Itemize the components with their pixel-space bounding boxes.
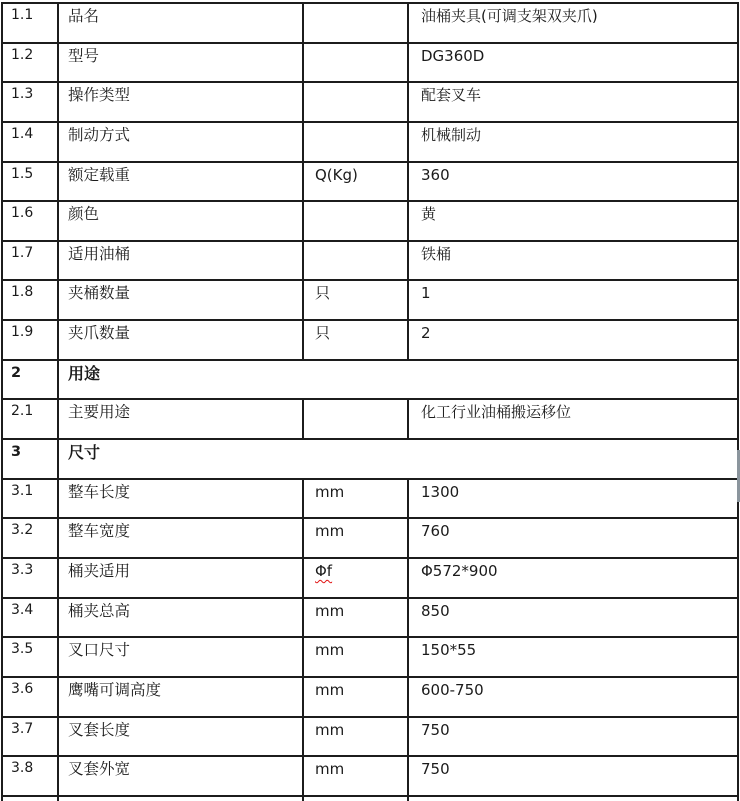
row-value: DG360D [409, 44, 739, 84]
row-label: 额定载重 [59, 163, 304, 203]
row-unit [304, 83, 409, 123]
row-label: 桶夹适用 [59, 559, 304, 599]
row-unit [304, 242, 409, 282]
row-label: 操作类型 [59, 83, 304, 123]
row-number: 3.5 [3, 638, 59, 678]
row-number: 3.7 [3, 718, 59, 758]
row-unit [304, 718, 409, 758]
section-number: 3 [3, 440, 59, 480]
row-unit [304, 321, 409, 361]
row-unit [304, 163, 409, 203]
partial-row-label [59, 797, 304, 801]
row-label: 夹爪数量 [59, 321, 304, 361]
row-value: 750 [409, 718, 739, 758]
partial-row-number [3, 797, 59, 801]
row-number: 1.9 [3, 321, 59, 361]
unit-text: mm [315, 760, 345, 779]
row-label: 适用油桶 [59, 242, 304, 282]
row-unit [304, 599, 409, 639]
row-label: 桶夹总高 [59, 599, 304, 639]
row-number: 3.2 [3, 519, 59, 559]
row-number: 3.4 [3, 599, 59, 639]
row-value: 配套叉车 [409, 83, 739, 123]
row-label: 整车长度 [59, 480, 304, 520]
row-value: 油桶夹具(可调支架双夹爪) [409, 4, 739, 44]
unit-text: mm [315, 522, 345, 541]
row-label: 整车宽度 [59, 519, 304, 559]
row-value: Φ572*900 [409, 559, 739, 599]
row-number: 1.8 [3, 281, 59, 321]
unit-text: mm [315, 720, 345, 739]
row-label: 夹桶数量 [59, 281, 304, 321]
unit-text: mm [315, 482, 345, 501]
row-label: 叉口尺寸 [59, 638, 304, 678]
row-number: 1.6 [3, 202, 59, 242]
row-unit [304, 400, 409, 440]
row-unit [304, 44, 409, 84]
row-value: 化工行业油桶搬运移位 [409, 400, 739, 440]
unit-text: mm [315, 601, 345, 620]
row-label: 制动方式 [59, 123, 304, 163]
row-unit [304, 519, 409, 559]
spec-table [1, 2, 739, 801]
row-label: 型号 [59, 44, 304, 84]
row-label: 品名 [59, 4, 304, 44]
row-unit [304, 757, 409, 797]
row-number: 1.1 [3, 4, 59, 44]
row-unit [304, 678, 409, 718]
row-value: 黄 [409, 202, 739, 242]
section-number: 2 [3, 361, 59, 401]
row-number: 1.4 [3, 123, 59, 163]
row-value: 机械制动 [409, 123, 739, 163]
section-title: 用途 [59, 361, 739, 401]
row-value: 150*55 [409, 638, 739, 678]
row-value: 铁桶 [409, 242, 739, 282]
row-unit [304, 638, 409, 678]
row-unit [304, 202, 409, 242]
row-value: 1 [409, 281, 739, 321]
row-value: 750 [409, 757, 739, 797]
row-label: 颜色 [59, 202, 304, 242]
row-unit [304, 281, 409, 321]
row-number: 1.2 [3, 44, 59, 84]
unit-text: mm [315, 680, 345, 699]
unit-text: Q(Kg) [315, 165, 358, 184]
row-number: 2.1 [3, 400, 59, 440]
row-value: 360 [409, 163, 739, 203]
unit-text: mm [315, 641, 345, 660]
row-unit [304, 480, 409, 520]
row-number: 1.7 [3, 242, 59, 282]
section-title: 尺寸 [59, 440, 739, 480]
row-value: 1300 [409, 480, 739, 520]
row-value: 600-750 [409, 678, 739, 718]
row-number: 3.3 [3, 559, 59, 599]
row-unit [304, 559, 409, 599]
row-number: 1.3 [3, 83, 59, 123]
row-unit [304, 4, 409, 44]
row-value: 760 [409, 519, 739, 559]
row-number: 3.1 [3, 480, 59, 520]
row-value: 2 [409, 321, 739, 361]
unit-text: 只 [315, 284, 331, 303]
row-number: 3.6 [3, 678, 59, 718]
partial-row-value [409, 797, 739, 801]
row-label: 主要用途 [59, 400, 304, 440]
unit-text: 只 [315, 324, 331, 343]
partial-row-unit [304, 797, 409, 801]
row-number: 1.5 [3, 163, 59, 203]
row-number: 3.8 [3, 757, 59, 797]
row-label: 叉套外宽 [59, 757, 304, 797]
row-label: 叉套长度 [59, 718, 304, 758]
row-label: 鹰嘴可调高度 [59, 678, 304, 718]
row-value: 850 [409, 599, 739, 639]
row-unit [304, 123, 409, 163]
unit-text-misspelled: Φf [315, 561, 333, 580]
